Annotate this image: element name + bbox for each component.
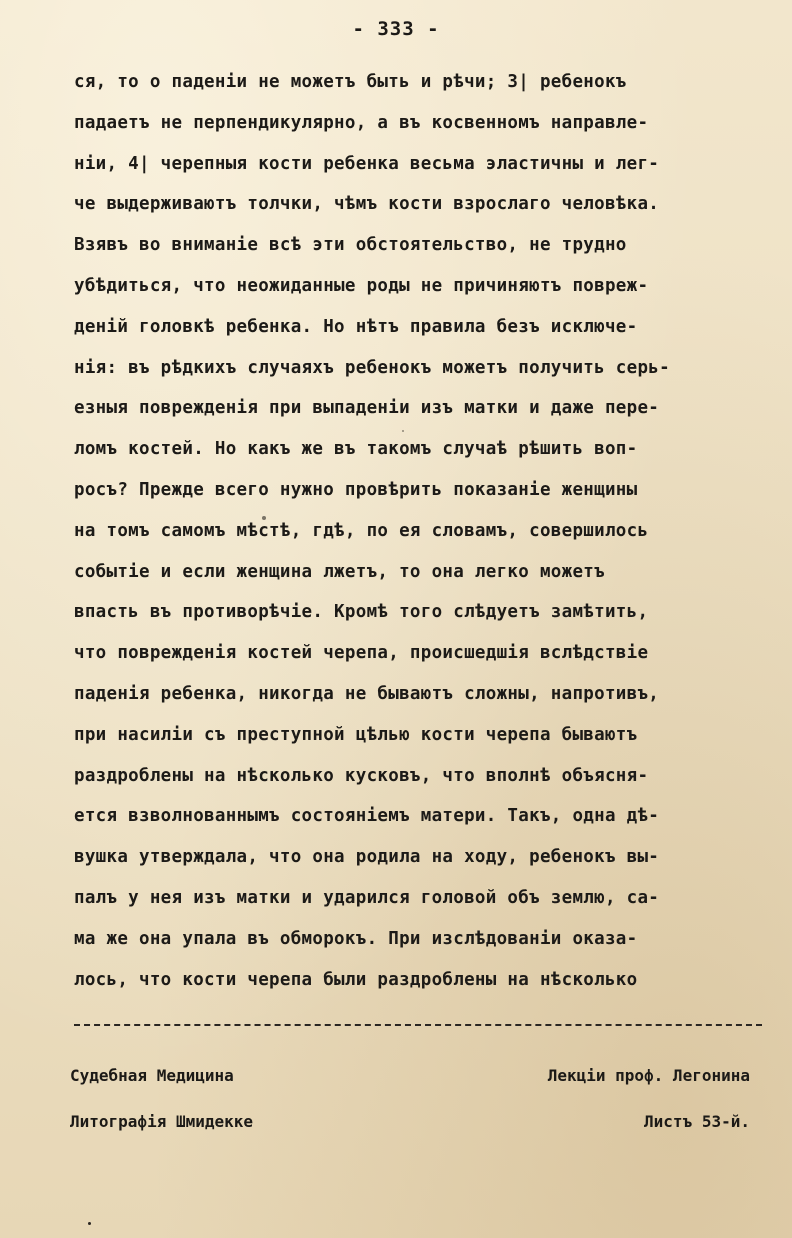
text-line: при насилiи съ преступной цѣлью кости черепа бываютъ bbox=[74, 724, 638, 745]
footer-publisher: Литографiя Шмидекке bbox=[70, 1112, 254, 1131]
text-line: ломъ костей. Но какъ же въ такомъ случаѣ рѣшить воп- bbox=[74, 439, 638, 460]
text-line: нiя: въ рѣдкихъ случаяхъ ребенокъ можетъ получить серь- bbox=[74, 357, 670, 378]
text-line: денiй головкѣ ребенка. Но нѣтъ правила безъ исключе- bbox=[74, 316, 638, 337]
text-line: росъ? Прежде всего нужно провѣрить показанiе женщины bbox=[74, 479, 638, 500]
text-line: паденiя ребенка, никогда не бываютъ сложны, напротивъ, bbox=[74, 683, 660, 704]
footer-sheet: Листъ 53-й. bbox=[644, 1112, 750, 1131]
text-line: езныя поврежденiя при выпаденiи изъ матки и даже пере- bbox=[74, 398, 660, 419]
footer-divider bbox=[74, 1024, 762, 1026]
text-line: палъ у нея изъ матки и ударился головой объ землю, са- bbox=[74, 887, 660, 908]
text-line: че выдерживаютъ толчки, чѣмъ кости взрослаго человѣка. bbox=[74, 194, 660, 215]
text-line: ется взволнованнымъ состоянiемъ матери. Такъ, одна дѣ- bbox=[74, 806, 660, 827]
text-line: ся, то о паденiи не можетъ быть и рѣчи; 3| ребенокъ bbox=[74, 72, 627, 92]
text-line: Взявъ во вниманiе всѣ эти обстоятельство, не трудно bbox=[74, 235, 627, 256]
footer-subject: Судебная Медицина bbox=[70, 1066, 234, 1085]
footer-lecturer: Лекцiи проф. Легонина bbox=[547, 1066, 750, 1085]
text-line: вушка утверждала, что она родила на ходу, ребенокъ вы- bbox=[74, 847, 660, 868]
text-line: событiе и если женщина лжетъ, то она легко можетъ bbox=[74, 561, 605, 582]
footer-row-bottom bbox=[70, 1112, 750, 1131]
footer-row-top bbox=[70, 1066, 750, 1085]
body-text bbox=[74, 62, 774, 1000]
ink-speck bbox=[88, 1222, 91, 1225]
text-line: убѣдиться, что неожиданные роды не причиняютъ повреж- bbox=[74, 275, 649, 296]
text-line: раздроблены на нѣсколько кусковъ, что вполнѣ объясня- bbox=[74, 765, 649, 786]
text-line: впасть въ противорѣчiе. Кромѣ того слѣдуетъ замѣтить, bbox=[74, 602, 649, 623]
text-line: ма же она упала въ обморокъ. При изслѣдованiи оказа- bbox=[74, 928, 638, 949]
ink-speck bbox=[402, 430, 404, 432]
text-line: падаетъ не перпендикулярно, а въ косвенномъ направле- bbox=[74, 112, 649, 133]
text-line: лось, что кости черепа были раздроблены на нѣсколько bbox=[74, 969, 638, 990]
ink-speck bbox=[262, 516, 266, 520]
text-line: на томъ самомъ мѣстѣ, гдѣ, по ея словамъ, совершилось bbox=[74, 520, 649, 541]
page-number: - 333 - bbox=[352, 18, 440, 40]
text-line: нiи, 4| черепныя кости ребенка весьма эластичны и лег- bbox=[74, 153, 660, 174]
text-line: что поврежденiя костей черепа, происшедшiя вслѣдствiе bbox=[74, 643, 649, 664]
